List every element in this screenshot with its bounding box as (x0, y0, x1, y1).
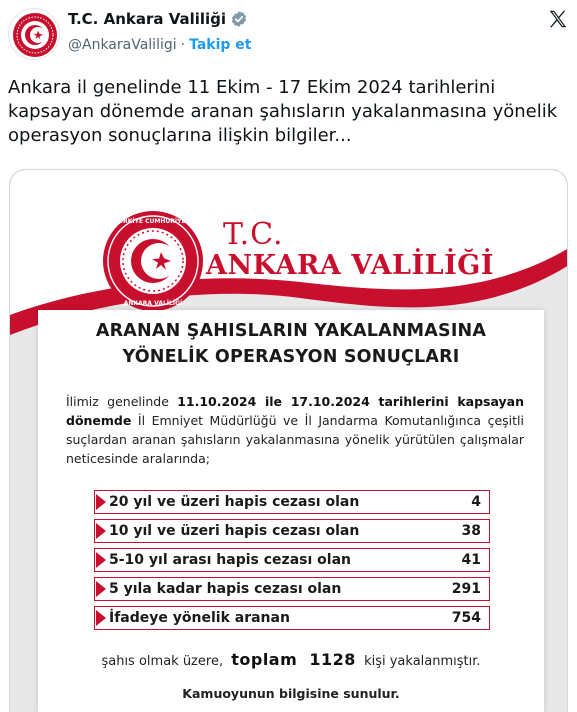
intro-date-end: 17.10.2024 (290, 394, 370, 409)
intro-paragraph (66, 392, 524, 468)
triangle-right-icon (96, 523, 106, 539)
result-label: 5-10 yıl arası hapis cezası olan (109, 552, 351, 568)
triangle-right-icon (96, 494, 106, 510)
result-row (94, 490, 490, 514)
result-value: 38 (461, 523, 481, 539)
display-name[interactable]: T.C. Ankara Valiliği (68, 10, 227, 28)
brand-name: ANKARA VALİLİĞİ (206, 250, 494, 281)
summary-pre: şahıs olmak üzere, (101, 654, 224, 669)
result-label: 20 yıl ve üzeri hapis cezası olan (109, 494, 360, 510)
brand-tc: T.C. (223, 217, 284, 252)
seal-text: TÜRKİYE CUMHURİYETİ (114, 218, 192, 225)
panel-title (38, 318, 544, 370)
summary-post: kişi yakalanmıştır. (364, 654, 481, 669)
tweet-header (0, 0, 577, 66)
result-row (94, 519, 490, 543)
seal-text-bottom: ANKARA VALİLİĞİ (123, 300, 183, 307)
separator-dot: · (180, 37, 186, 53)
x-logo-icon[interactable] (547, 8, 569, 30)
public-notice: Kamuoyunun bilgisine sunulur. (182, 686, 400, 701)
panel-title-line1: ARANAN ŞAHISLARIN YAKALANMASINA (95, 321, 487, 341)
summary-total-value: 1128 (309, 650, 356, 669)
intro-part4: İl Emniyet Müdürlüğü ve İl Jandarma Komutanlığınca çeşitli suçlardan aranan şahısların yakalanmasına yönelik yürütülen çalışmalar neticesinde aralarında; (66, 413, 524, 466)
result-label: İfadeye yönelik aranan (109, 610, 290, 626)
verified-badge-icon (230, 10, 248, 28)
ankara-valiligi-seal-icon (9, 9, 60, 60)
ankara-valiligi-logo-icon (98, 206, 208, 316)
result-value: 291 (451, 581, 481, 597)
intro-date-start: 11.10.2024 (177, 394, 257, 409)
results-panel (38, 310, 544, 712)
panel-title-line2: YÖNELİK OPERASYON SONUÇLARI (122, 347, 460, 367)
follow-button[interactable]: Takip et (189, 37, 252, 53)
intro-part1: İlimiz genelinde (66, 394, 178, 409)
result-row (94, 577, 490, 601)
intro-part3: tarihlerini kapsayan dönemde (66, 394, 524, 428)
handle[interactable]: @AnkaraValiligi (68, 37, 177, 53)
result-row (94, 606, 490, 630)
results-list (94, 490, 490, 635)
result-row (94, 548, 490, 572)
name-row (68, 10, 248, 28)
result-value: 41 (461, 552, 481, 568)
triangle-right-icon (96, 552, 106, 568)
tweet-text: Ankara il genelinde 11 Ekim - 17 Ekim 2024 tarihlerini kapsayan dönemde aranan şahısların yakalanmasına yönelik operasyon sonuçlarına ilişkin bilgiler... (8, 77, 558, 146)
triangle-right-icon (96, 581, 106, 597)
avatar[interactable] (8, 8, 60, 60)
triangle-right-icon (96, 610, 106, 626)
result-label: 5 yıla kadar hapis cezası olan (109, 581, 342, 597)
result-value: 4 (471, 494, 481, 510)
summary-total-word: toplam (231, 650, 298, 669)
handle-row (68, 37, 251, 53)
intro-part2: ile (256, 394, 291, 409)
result-value: 754 (451, 610, 481, 626)
tweet-image[interactable] (9, 169, 568, 712)
result-label: 10 yıl ve üzeri hapis cezası olan (109, 523, 360, 539)
summary-line (38, 650, 544, 669)
